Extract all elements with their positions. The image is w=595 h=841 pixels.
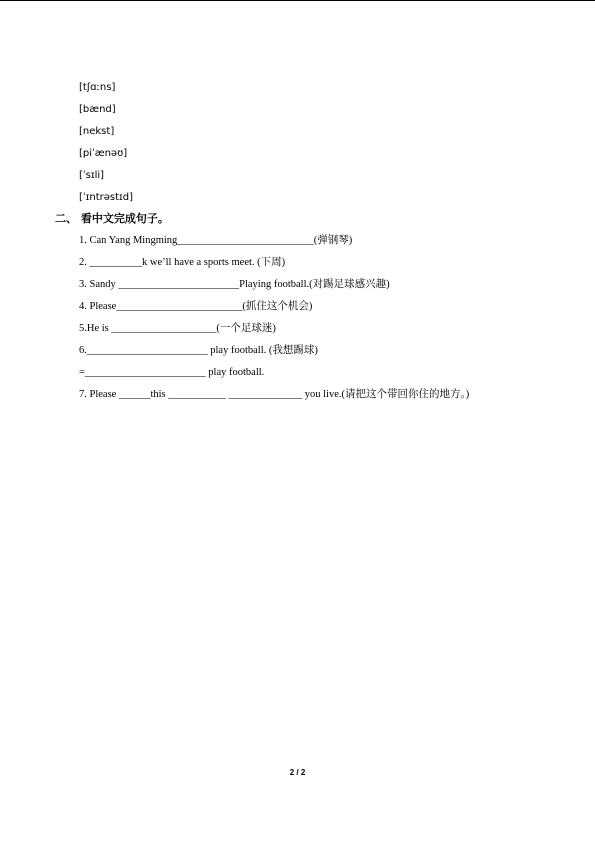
- section-2-heading: 二、 看中文完成句子。: [55, 212, 169, 225]
- phonetic-piano: [piˈænəʊ]: [79, 148, 128, 159]
- phonetic-band: [bænd]: [79, 104, 116, 115]
- header-rule: [0, 0, 595, 1]
- sentence-item-4: 4. Please________________________(抓住这个机会): [79, 301, 313, 312]
- phonetic-next: [nekst]: [79, 126, 115, 137]
- sentence-item-7: 7. Please ______this ___________ ______________ you live.(请把这个带回你住的地方。): [79, 389, 470, 400]
- sentence-item-2: 2. __________k we’ll have a sports meet. (下周): [79, 257, 286, 268]
- sentence-item-5: 5.He is ____________________(一个足球迷): [79, 323, 276, 334]
- phonetic-silly: [ˈsɪli]: [79, 170, 105, 181]
- sentence-item-1: 1. Can Yang Mingming__________________________(弹钢琴): [79, 235, 353, 246]
- sentence-item-6-alt: =_______________________ play football.: [79, 367, 265, 378]
- phonetic-chance: [tʃɑːns]: [79, 82, 116, 93]
- sentence-item-3: 3. Sandy _______________________Playing football.(对踢足球感兴趣): [79, 279, 390, 290]
- sentence-item-6: 6._______________________ play football. (我想踢球): [79, 345, 318, 356]
- page-number: 2 / 2: [289, 768, 306, 777]
- phonetic-interested: [ˈɪntrəstɪd]: [79, 192, 133, 203]
